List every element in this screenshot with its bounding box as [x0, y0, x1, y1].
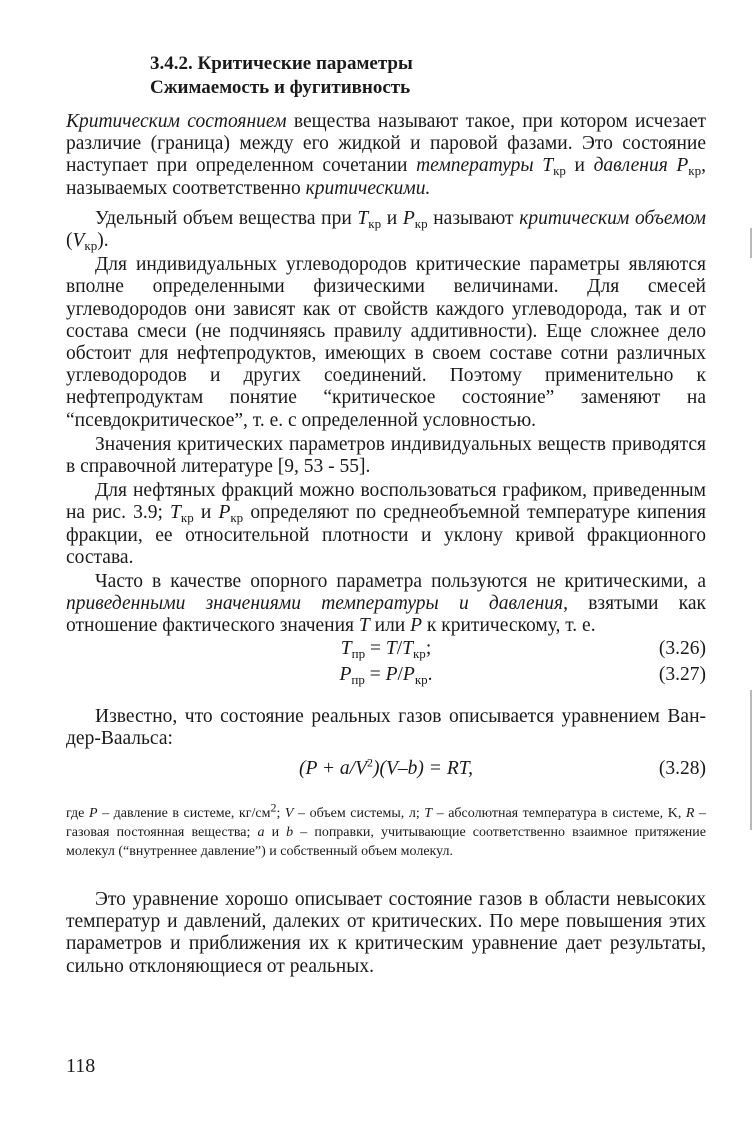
- section-title-line-2: Сжимаемость и фугитивность: [150, 77, 411, 98]
- text: Удельный объем вещества при: [95, 207, 358, 229]
- symbol: T: [170, 502, 181, 524]
- equation-3-26: [66, 638, 706, 664]
- symbol: P: [385, 663, 398, 685]
- equation-number: (3.26): [658, 637, 706, 659]
- text: и: [264, 825, 287, 841]
- equation-3-27: [66, 664, 706, 690]
- superscript: 2: [367, 755, 374, 770]
- text: и: [381, 207, 403, 229]
- text: называют: [427, 207, 520, 229]
- paragraph-oil-fractions: [66, 480, 706, 569]
- text: , называемых соответственно: [66, 155, 706, 199]
- symbol: T: [424, 806, 433, 822]
- subscript: кр: [412, 645, 426, 661]
- subscript: кр: [180, 510, 194, 526]
- expression-part: )(V–b) = RT,: [373, 758, 474, 780]
- symbol: P: [88, 806, 98, 822]
- paragraph-reduced-values: [66, 571, 706, 638]
- symbol: P: [339, 663, 352, 685]
- operator: /: [396, 637, 403, 659]
- text: определяют по среднеобъемной температуре кипения фракции, ее относительной плотности и уклону кривой фракционного состава.: [66, 502, 706, 568]
- term-temperature: температуры T: [416, 155, 554, 177]
- punctuation: .: [427, 663, 433, 685]
- operator: =: [364, 663, 386, 685]
- text: – поправки, учитывающие соответственно взаимное притяжение молекул (“внутреннее давление”) и собственный объем молекул.: [66, 825, 706, 860]
- symbol: R: [685, 806, 695, 822]
- text: (: [66, 230, 73, 252]
- subscript: кр: [414, 671, 428, 687]
- text: Часто в качестве опорного параметра пользуются не критическими, а: [95, 571, 706, 593]
- equation-3-28: [66, 755, 706, 784]
- text: ;: [276, 806, 285, 822]
- text: и: [193, 502, 219, 524]
- symbol: T: [402, 637, 413, 659]
- section-title-line-1: 3.4.2. Критические параметры: [150, 53, 413, 74]
- text: ).: [97, 230, 109, 252]
- subscript: кр: [553, 163, 566, 179]
- expression-part: (P + a/V: [298, 758, 368, 780]
- subscript: пр: [351, 671, 365, 687]
- paragraph-hydrocarbons: Для индивидуальных углеводородов критические параметры являются вполне определенными физическими величинами. Для смесей углеводородов они зависят как от свойств каждого углеводорода, так и от состава смеси (не подчиняясь правилу аддитивности). Еще сложнее дело обстоит для нефтепродуктов, имеющих в своем составе сотни различных углеводородов и других соединений. Поэтому применительно к нефтепродуктам понятие “критическое состояние” заменяют на “псевдокритическое”, т. е. с определенной условностью.: [66, 254, 706, 431]
- subscript: кр: [414, 215, 428, 231]
- superscript: 2: [270, 800, 277, 815]
- subscript: кр: [84, 238, 98, 254]
- section-heading: [150, 52, 706, 100]
- symbol: P: [402, 207, 415, 229]
- subscript: пр: [351, 645, 366, 661]
- subscript: кр: [688, 163, 702, 179]
- subscript: кр: [368, 215, 382, 231]
- text: к критическому, т. е.: [422, 615, 596, 637]
- paragraph-critical-state: [66, 111, 706, 200]
- punctuation: ;: [425, 637, 432, 659]
- paragraph-van-der-waals: Известно, что состояние реальных газов описывается уравнением Ван-дер-Ваальса:: [66, 705, 706, 749]
- text: и: [565, 155, 594, 177]
- page-content: [66, 52, 706, 978]
- symbol: V: [72, 230, 85, 252]
- symbol: T: [357, 207, 369, 229]
- page-number: 118: [66, 1055, 96, 1077]
- symbol: T: [385, 637, 397, 659]
- operator: =: [365, 637, 386, 659]
- text: – объем системы, л;: [293, 806, 425, 822]
- symbol: V: [284, 806, 294, 822]
- text: – абсолютная температура в системе, K,: [432, 806, 686, 822]
- symbol: T: [358, 615, 370, 637]
- equation-number: (3.28): [658, 758, 706, 780]
- symbol: P: [410, 615, 423, 637]
- text: – газовая постоянная вещества;: [66, 806, 707, 841]
- text: – давление в системе, кг/см: [97, 806, 271, 822]
- term-reduced-values: приведенными значениями температуры и давления: [66, 593, 564, 615]
- paragraph-equation-validity: Это уравнение хорошо описывает состояние газов в области невысоких температур и давлений, далеких от критических. По мере повышения этих параметров и приближения их к критическим уравнение дает результаты, сильно отклоняющиеся от реальных.: [66, 889, 706, 977]
- symbol: P: [402, 663, 415, 685]
- symbol: T: [340, 637, 352, 659]
- symbol: a: [257, 825, 265, 841]
- term-critical: критическими.: [305, 177, 431, 199]
- paragraph-reference-values: Значения критических параметров индивидуальных веществ приводятся в справочной литературе [9, 53 - 55].: [66, 433, 706, 478]
- equation-expression: [66, 664, 706, 686]
- text: вещества называют такое, при котором исчезает различие (граница) между его жидкой и паровой фазами. Это состояние наступает при определенном сочетании: [66, 111, 706, 177]
- text: где: [66, 806, 89, 822]
- text: или: [369, 615, 411, 637]
- symbol: b: [286, 825, 294, 841]
- equation-number: (3.27): [658, 663, 706, 685]
- text: Для нефтяных фракций можно воспользоваться графиком, приведенным на рис. 3.9;: [66, 480, 706, 524]
- subscript: кр: [230, 510, 244, 526]
- term-critical-state: Критическим состоянием: [66, 111, 287, 132]
- text: , взятыми как отношение фактического значения: [66, 593, 706, 637]
- paragraph-critical-volume: [66, 208, 706, 252]
- symbol: P: [218, 502, 231, 524]
- term-pressure: давления P: [593, 155, 689, 177]
- equation-explanation-note: [66, 800, 707, 861]
- operator: /: [397, 663, 403, 685]
- term-critical-volume: критическим объемом: [519, 207, 706, 229]
- equation-expression: [66, 755, 706, 780]
- equation-expression: [66, 638, 706, 660]
